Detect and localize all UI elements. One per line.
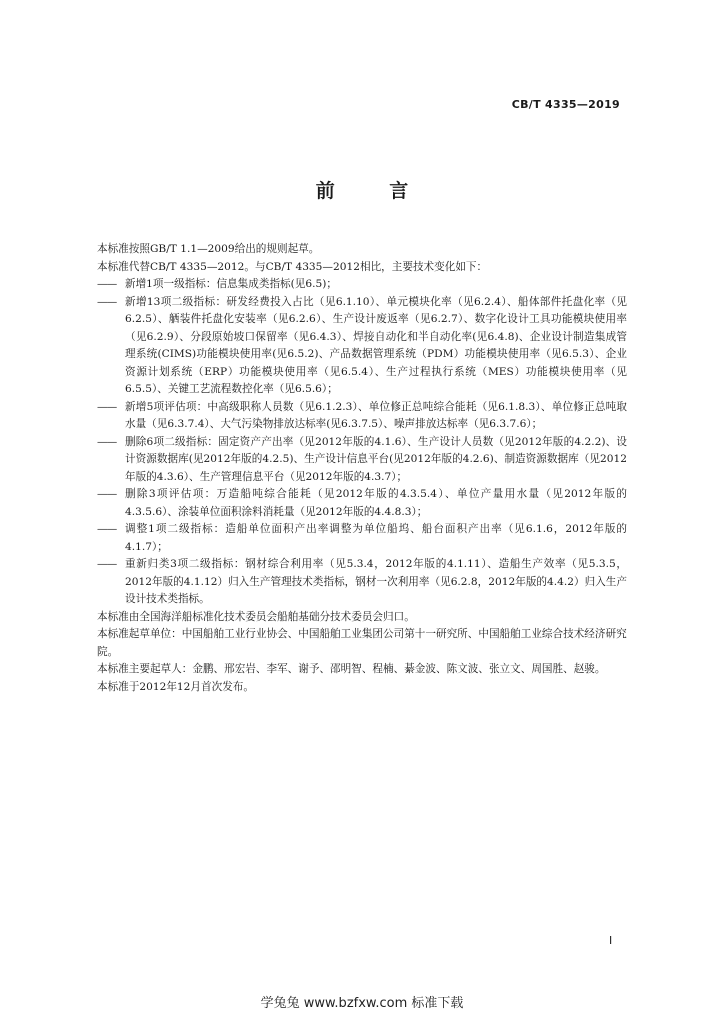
dash-marker: ——	[97, 488, 117, 500]
paragraph-drafting-units: 本标准起草单位：中国船舶工业行业协会、中国船舶工业集团公司第十一研究所、中国船舶工业综合技术经济研究院。	[97, 628, 627, 658]
standard-code: CB/T 4335—2019	[511, 98, 620, 111]
paragraph-replaces: 本标准代替CB/T 4335—2012。与CB/T 4335—2012相比，主要技术变化如下：	[97, 260, 488, 273]
change-item-text: 删除3项评估项：万造船吨综合能耗（见2012年版的4.3.5.4）、单位产量用水量（见2012年版的4.3.5.6）、涂装单位面积涂料消耗量（见2012年版的4.4.8.3）；	[125, 488, 627, 518]
change-item-text: 新增13项二级指标：研发经费投入占比（见6.1.10）、单元模块化率（见6.2.4）、船体部件托盘化率（见6.2.5）、舾装件托盘化安装率（见6.2.6）、生产设计废返率（见6.2.7）、数字化设计工具功能模块使用率（见6.2.9）、分段原始坡口保留率（见6.4.3）、焊接自动化和半自动化率(见6.4.8)、企业设计制造集成管理系统(CIMS)功能模块使用率(见6.5.2)、产品数据管理系统（PDM）功能模块使用率（见6.5.3）、企业资源计划系统（ERP）功能模块使用率（见6.5.4）、生产过程执行系统（MES）功能模块使用率（见6.5.5）、关键工艺流程数控化率（见6.5.6）；	[125, 295, 627, 395]
change-item-text: 重新归类3项二级指标：钢材综合利用率（见5.3.4，2012年版的4.1.11）、造船生产效率（见5.3.5，2012年版的4.1.12）归入生产管理技术类指标，钢材一次利用率（见6.2.8，2012年版的4.4.2）归入生产设计技术类指标。	[125, 558, 627, 605]
dash-marker: ——	[97, 400, 117, 413]
change-item	[97, 486, 627, 521]
dash-marker: ——	[97, 435, 117, 448]
paragraph-first-issue: 本标准于2012年12月首次发布。	[97, 680, 254, 693]
change-item	[97, 521, 627, 556]
dash-marker: ——	[97, 295, 117, 308]
change-item	[97, 399, 627, 434]
change-item-text: 删除6项二级指标：固定资产产出率（见2012年版的4.1.6）、生产设计人员数（见2012年版的4.2.2)、设计资源数据库(见2012年版的4.2.5)、生产设计信息平台(见2012年版的4.2.6)、制造资源数据库（见2012年版的4.3.6）、生产管理信息平台（见2012年版的4.3.7）；	[125, 435, 627, 483]
change-item	[97, 556, 627, 609]
change-item-text: 新增5项评估项：中高级职称人员数（见6.1.2.3）、单位修正总吨综合能耗（见6.1.8.3）、单位修正总吨取水量（见6.3.7.4）、大气污染物排放达标率(见6.3.7.5）、噪声排放达标率（见6.3.7.6）；	[125, 400, 627, 430]
watermark-text: 学兔兔 www.bzfxw.com 标准下载	[260, 996, 464, 1011]
change-item	[97, 434, 627, 487]
change-item	[97, 294, 627, 399]
paragraph-committee: 本标准由全国海洋船标准化技术委员会船舶基础分技术委员会归口。	[97, 610, 415, 623]
dash-marker: ——	[97, 523, 117, 535]
change-item-text: 新增1项一级指标：信息集成类指标(见6.5)；	[125, 278, 337, 290]
paragraph-drafting-rules: 本标准按照GB/T 1.1—2009给出的规则起草。	[97, 243, 320, 255]
foreword-body	[97, 241, 627, 696]
page-number: I	[609, 934, 613, 947]
change-item-text: 调整1项二级指标：造船单位面积产出率调整为单位船坞、船台面积产出率（见6.1.6，2012年版的4.1.7）；	[125, 523, 627, 553]
dash-marker: ——	[97, 558, 117, 570]
dash-marker: ——	[97, 278, 117, 290]
change-item	[97, 276, 627, 294]
paragraph-drafters: 本标准主要起草人：金鹏、邢宏岩、李军、谢予、邵明智、程楠、綦金波、陈文波、张立文、周国胜、赵骏。	[97, 663, 606, 675]
page-title: 前 言	[315, 180, 433, 202]
